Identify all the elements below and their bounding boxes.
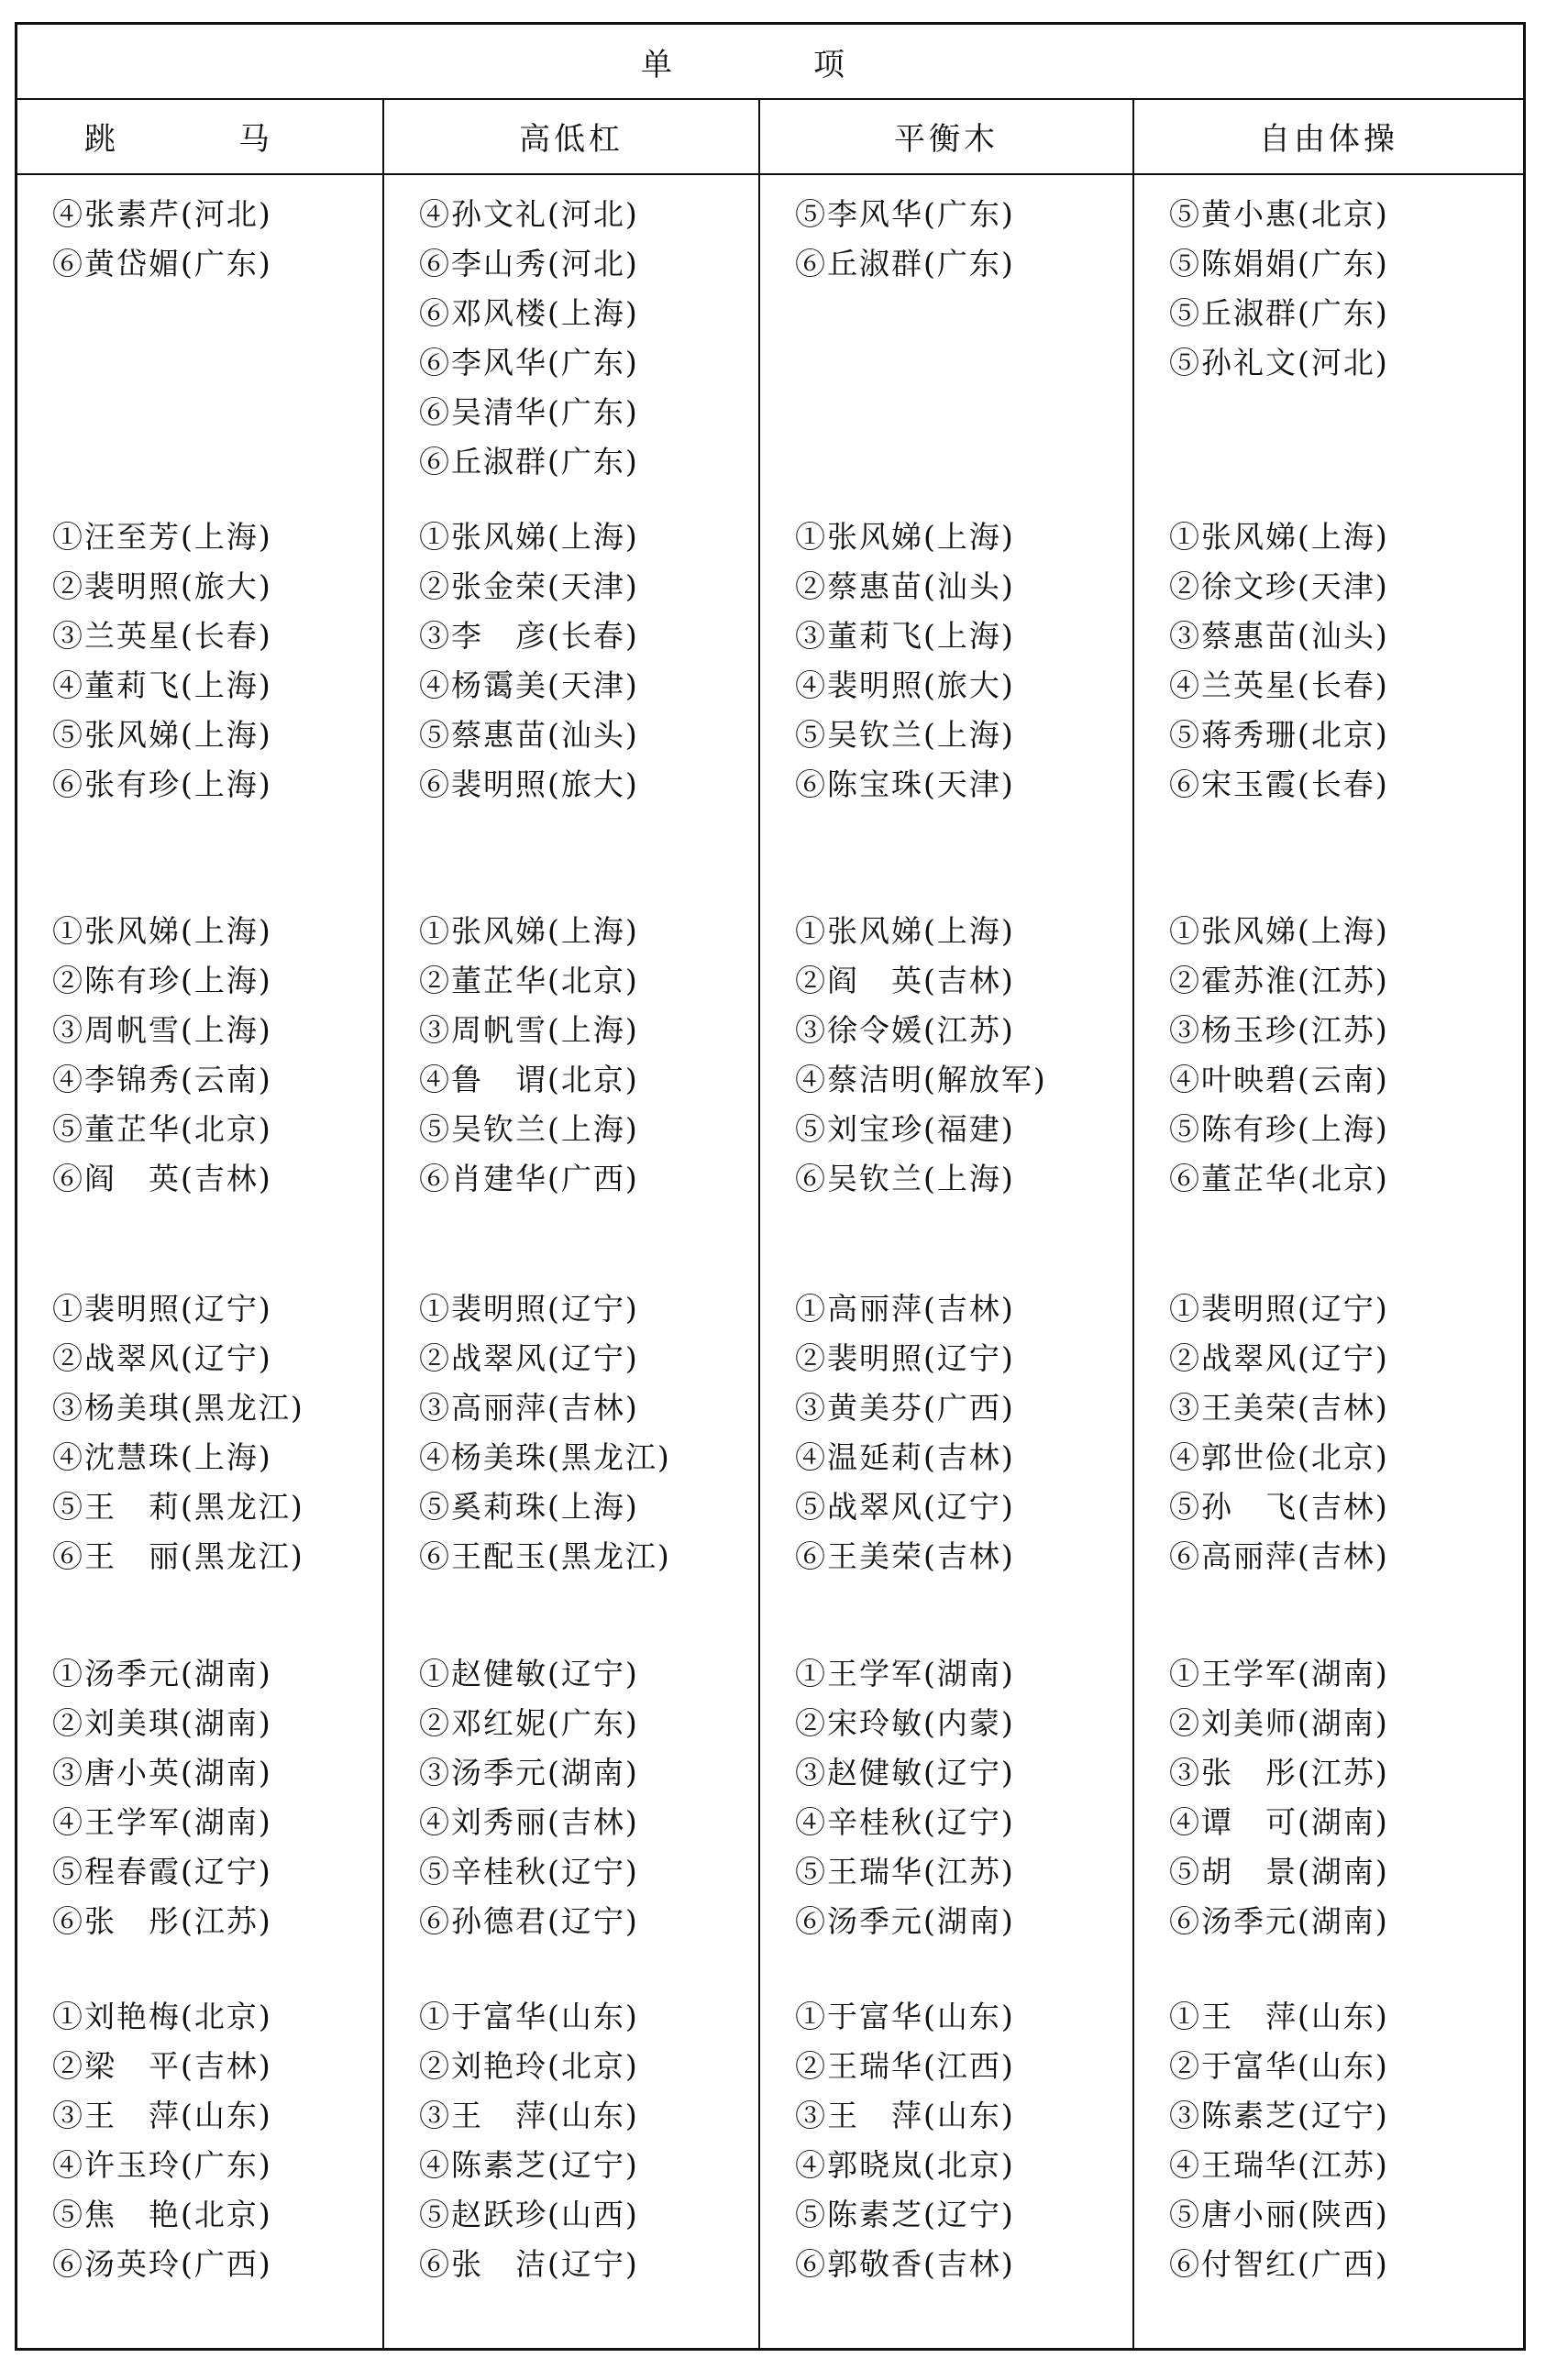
result-entry: ④郭世俭(北京)	[1169, 1439, 1389, 1475]
result-entry: ③陈素芝(辽宁)	[1169, 2098, 1389, 2133]
result-entry: ④兰英星(长春)	[1169, 667, 1389, 703]
result-group	[384, 1284, 758, 1581]
result-entry: ④杨霭美(天津)	[419, 667, 639, 703]
result-entry: ⑤唐小丽(陕西)	[1169, 2197, 1389, 2232]
result-entry: ⑥郭敬香(吉林)	[795, 2246, 1015, 2282]
result-entry: ②徐文珍(天津)	[1169, 568, 1389, 604]
result-entry: ⑤张风娣(上海)	[52, 717, 272, 753]
result-entry: ⑥阎 英(吉林)	[52, 1161, 272, 1196]
result-entry: ②战翠风(辽宁)	[419, 1340, 639, 1376]
result-entry: ④张素芹(河北)	[52, 196, 272, 232]
result-entry: ⑥李风华(广东)	[419, 345, 639, 380]
result-entry: ①张风娣(上海)	[419, 913, 639, 949]
result-group	[760, 1992, 1132, 2289]
result-entry: ⑥吴钦兰(上海)	[795, 1161, 1015, 1196]
result-entry: ④杨美珠(黑龙江)	[419, 1439, 671, 1475]
result-entry: ②霍苏淮(江苏)	[1169, 963, 1389, 998]
result-entry: ⑤赵跃珍(山西)	[419, 2197, 639, 2232]
result-entry: ⑥邓风楼(上海)	[419, 295, 639, 331]
result-entry: ②邓红妮(广东)	[419, 1705, 639, 1741]
result-entry: ⑥肖建华(广西)	[419, 1161, 639, 1196]
result-group	[17, 190, 382, 289]
result-entry: ⑤王瑞华(江苏)	[795, 1854, 1015, 1890]
result-entry: ③董莉飞(上海)	[795, 618, 1015, 654]
result-entry: ①王学军(湖南)	[795, 1656, 1015, 1691]
result-entry: ①张风娣(上海)	[419, 519, 639, 555]
result-entry: ⑤孙礼文(河北)	[1169, 345, 1389, 380]
result-entry: ⑤奚莉珠(上海)	[419, 1489, 639, 1525]
result-entry: ⑤孙 飞(吉林)	[1169, 1489, 1389, 1525]
result-entry: ⑥汤季元(湖南)	[795, 1903, 1015, 1939]
result-entry: ⑤刘宝珍(福建)	[795, 1111, 1015, 1147]
column-balance-beam	[760, 173, 1134, 2348]
result-entry: ⑥高丽萍(吉林)	[1169, 1538, 1389, 1574]
result-entry: ⑤吴钦兰(上海)	[419, 1111, 639, 1147]
result-entry: ②于富华(山东)	[1169, 2048, 1389, 2084]
header-floor-exercise: 自由体操	[1259, 120, 1398, 158]
result-entry: ③周帆雪(上海)	[52, 1012, 272, 1048]
result-group	[384, 907, 758, 1204]
result-entry: ⑤胡 景(湖南)	[1169, 1854, 1389, 1890]
result-entry: ①裴明照(辽宁)	[1169, 1291, 1389, 1327]
result-group	[17, 1649, 382, 1946]
result-entry: ⑤陈娟娟(广东)	[1169, 246, 1389, 281]
result-group	[17, 512, 382, 810]
table-title: 单 项	[17, 25, 1523, 100]
result-entry: ④董莉飞(上海)	[52, 667, 272, 703]
result-group	[17, 1992, 382, 2289]
result-group	[17, 1284, 382, 1581]
result-entry: ②裴明照(旅大)	[52, 568, 272, 604]
result-entry: ①张风娣(上海)	[52, 913, 272, 949]
result-entry: ⑥付智红(广西)	[1169, 2246, 1389, 2282]
result-entry: ②宋玲敏(内蒙)	[795, 1705, 1015, 1741]
result-entry: ①张风娣(上海)	[795, 519, 1015, 555]
result-entry: ⑥宋玉霞(长春)	[1169, 766, 1389, 802]
result-entry: ①张风娣(上海)	[795, 913, 1015, 949]
result-group	[384, 1649, 758, 1946]
result-group	[384, 190, 758, 487]
result-entry: ③唐小英(湖南)	[52, 1755, 272, 1791]
result-group	[1134, 907, 1523, 1204]
result-entry: ①王 萍(山东)	[1169, 1999, 1389, 2034]
column-vault	[17, 173, 384, 2348]
result-entry: ⑥张有珍(上海)	[52, 766, 272, 802]
result-entry: ②蔡惠苗(汕头)	[795, 568, 1015, 604]
result-entry: ④叶映碧(云南)	[1169, 1062, 1389, 1097]
result-entry: ⑥张 洁(辽宁)	[419, 2246, 639, 2282]
result-entry: ③李 彦(长春)	[419, 618, 639, 654]
result-entry: ⑤丘淑群(广东)	[1169, 295, 1389, 331]
result-entry: ①张风娣(上海)	[1169, 519, 1389, 555]
result-entry: ③兰英星(长春)	[52, 618, 272, 654]
header-balance-beam: 平衡木	[760, 98, 1134, 173]
column-uneven-bars	[384, 173, 760, 2348]
result-entry: ④鲁 谓(北京)	[419, 1062, 639, 1097]
result-group	[384, 1992, 758, 2289]
result-entry: ③王 萍(山东)	[52, 2098, 272, 2133]
result-group	[1134, 512, 1523, 810]
result-entry: ⑤王 莉(黑龙江)	[52, 1489, 304, 1525]
result-entry: ④刘秀丽(吉林)	[419, 1804, 639, 1840]
result-entry: ④许玉玲(广东)	[52, 2147, 272, 2183]
result-entry: ①于富华(山东)	[795, 1999, 1015, 2034]
result-entry: ④裴明照(旅大)	[795, 667, 1015, 703]
result-entry: ③杨玉珍(江苏)	[1169, 1012, 1389, 1048]
result-entry: ③张 彤(江苏)	[1169, 1755, 1389, 1791]
result-entry: ⑤黄小惠(北京)	[1169, 196, 1389, 232]
result-entry: ③王美荣(吉林)	[1169, 1390, 1389, 1426]
result-entry: ②阎 英(吉林)	[795, 963, 1015, 998]
result-entry: ④沈慧珠(上海)	[52, 1439, 272, 1475]
result-entry: ①裴明照(辽宁)	[52, 1291, 272, 1327]
result-entry: ⑤陈素芝(辽宁)	[795, 2197, 1015, 2232]
result-entry: ②裴明照(辽宁)	[795, 1340, 1015, 1376]
result-group	[760, 1284, 1132, 1581]
result-entry: ⑥董芷华(北京)	[1169, 1161, 1389, 1196]
column-floor-exercise	[1134, 173, 1523, 2348]
result-entry: ①于富华(山东)	[419, 1999, 639, 2034]
result-entry: ⑤蒋秀珊(北京)	[1169, 717, 1389, 753]
result-entry: ②刘美琪(湖南)	[52, 1705, 272, 1741]
result-entry: ⑥王美荣(吉林)	[795, 1538, 1015, 1574]
result-entry: ②董芷华(北京)	[419, 963, 639, 998]
result-entry: ⑤辛桂秋(辽宁)	[419, 1854, 639, 1890]
result-entry: ⑥陈宝珠(天津)	[795, 766, 1015, 802]
result-entry: ②战翠风(辽宁)	[1169, 1340, 1389, 1376]
result-group	[1134, 1284, 1523, 1581]
result-entry: ①高丽萍(吉林)	[795, 1291, 1015, 1327]
result-entry: ⑥孙德君(辽宁)	[419, 1903, 639, 1939]
result-entry: ④蔡洁明(解放军)	[795, 1062, 1047, 1097]
result-group	[760, 907, 1132, 1204]
result-group	[760, 512, 1132, 810]
result-entry: ⑥汤季元(湖南)	[1169, 1903, 1389, 1939]
result-entry: ⑤陈有珍(上海)	[1169, 1111, 1389, 1147]
header-uneven-bars: 高低杠	[384, 98, 760, 173]
result-entry: ⑤战翠风(辽宁)	[795, 1489, 1015, 1525]
result-entry: ⑥张 彤(江苏)	[52, 1903, 272, 1939]
result-entry: ④王瑞华(江苏)	[1169, 2147, 1389, 2183]
result-group	[760, 190, 1132, 289]
result-entry: ③周帆雪(上海)	[419, 1012, 639, 1048]
header-vault: 跳 马	[17, 98, 384, 173]
result-entry: ②陈有珍(上海)	[52, 963, 272, 998]
result-group	[17, 907, 382, 1204]
result-entry: ④孙文礼(河北)	[419, 196, 639, 232]
result-entry: ③黄美芬(广西)	[795, 1390, 1015, 1426]
result-entry: ②刘美师(湖南)	[1169, 1705, 1389, 1741]
result-entry: ④王学军(湖南)	[52, 1804, 272, 1840]
result-entry: ④温延莉(吉林)	[795, 1439, 1015, 1475]
result-entry: ⑤吴钦兰(上海)	[795, 717, 1015, 753]
result-entry: ②王瑞华(江西)	[795, 2048, 1015, 2084]
result-entry: ③蔡惠苗(汕头)	[1169, 618, 1389, 654]
result-group	[384, 512, 758, 810]
result-entry: ⑤程春霞(辽宁)	[52, 1854, 272, 1890]
result-entry: ③王 萍(山东)	[419, 2098, 639, 2133]
result-entry: ⑥李山秀(河北)	[419, 246, 639, 281]
result-entry: ④谭 可(湖南)	[1169, 1804, 1389, 1840]
table-body	[17, 173, 1523, 2348]
result-entry: ⑥丘淑群(广东)	[419, 444, 639, 479]
result-entry: ⑥汤英玲(广西)	[52, 2246, 272, 2282]
result-entry: ③汤季元(湖南)	[419, 1755, 639, 1791]
result-entry: ②梁 平(吉林)	[52, 2048, 272, 2084]
result-entry: ⑤焦 艳(北京)	[52, 2197, 272, 2232]
result-entry: ③赵健敏(辽宁)	[795, 1755, 1015, 1791]
result-entry: ②战翠风(辽宁)	[52, 1340, 272, 1376]
result-entry: ④辛桂秋(辽宁)	[795, 1804, 1015, 1840]
result-entry: ⑤蔡惠苗(汕头)	[419, 717, 639, 753]
result-group	[1134, 1992, 1523, 2289]
result-group	[1134, 1649, 1523, 1946]
result-entry: ②刘艳玲(北京)	[419, 2048, 639, 2084]
result-entry: ①裴明照(辽宁)	[419, 1291, 639, 1327]
result-entry: ①刘艳梅(北京)	[52, 1999, 272, 2034]
result-entry: ⑥王 丽(黑龙江)	[52, 1538, 304, 1574]
result-entry: ①张风娣(上海)	[1169, 913, 1389, 949]
result-entry: ①赵健敏(辽宁)	[419, 1656, 639, 1691]
result-entry: ③高丽萍(吉林)	[419, 1390, 639, 1426]
result-entry: ①汪至芳(上海)	[52, 519, 272, 555]
result-entry: ⑥裴明照(旅大)	[419, 766, 639, 802]
result-entry: ⑤李风华(广东)	[795, 196, 1015, 232]
header-row	[17, 98, 1523, 175]
result-entry: ②张金荣(天津)	[419, 568, 639, 604]
result-entry: ⑥王配玉(黑龙江)	[419, 1538, 671, 1574]
result-entry: ①汤季元(湖南)	[52, 1656, 272, 1691]
result-entry: ⑥黄岱媚(广东)	[52, 246, 272, 281]
result-group	[760, 1649, 1132, 1946]
result-entry: ⑥吴清华(广东)	[419, 394, 639, 430]
results-table	[15, 22, 1526, 2351]
result-entry: ⑥丘淑群(广东)	[795, 246, 1015, 281]
result-entry: ③王 萍(山东)	[795, 2098, 1015, 2133]
result-entry: ④李锦秀(云南)	[52, 1062, 272, 1097]
result-entry: ①王学军(湖南)	[1169, 1656, 1389, 1691]
result-entry: ④陈素芝(辽宁)	[419, 2147, 639, 2183]
result-entry: ③徐令媛(江苏)	[795, 1012, 1015, 1048]
result-entry: ④郭晓岚(北京)	[795, 2147, 1015, 2183]
result-entry: ③杨美琪(黑龙江)	[52, 1390, 304, 1426]
result-entry: ⑤董芷华(北京)	[52, 1111, 272, 1147]
result-group	[1134, 190, 1523, 388]
